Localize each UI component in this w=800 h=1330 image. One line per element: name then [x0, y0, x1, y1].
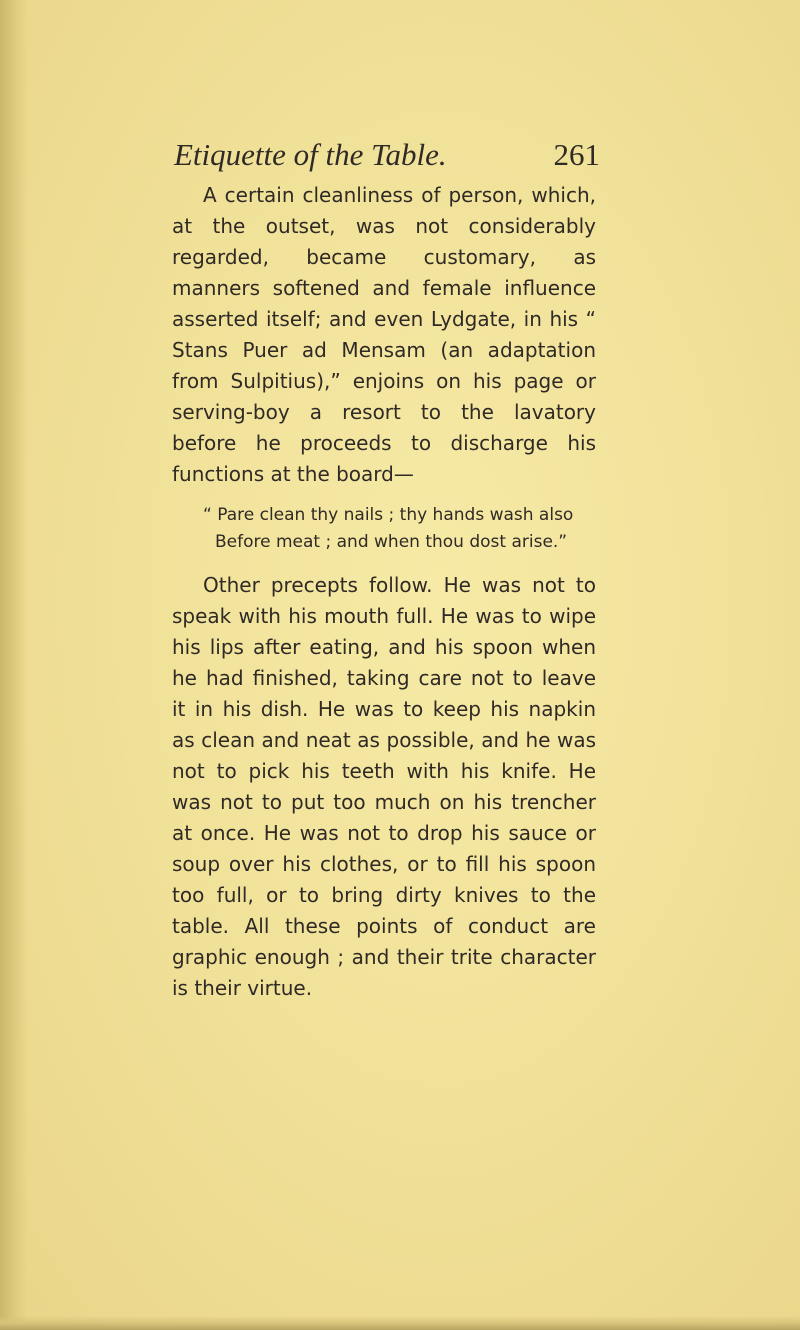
verse-line-2: Before meat ; and when thou dost arise.”	[215, 532, 568, 552]
page-number: 261	[553, 137, 600, 172]
paragraph-2: Other precepts follow. He was not to speak with his mouth full. He was to wipe his lips after eating, and his spoon when he had finished, taking care not to leave it in his dish. He was to keep his napkin as clean and neat as possible, and he was not to pick his teeth with his knife. He was not to put too much on his trencher at once. He was not to drop his sauce or soup over his clothes, or to fill his spoon too full, or to bring dirty knives to the table. All these points of conduct are graphic enough ; and their trite character is their virtue.	[172, 573, 596, 1000]
running-head	[174, 133, 600, 177]
verse-quote	[172, 502, 596, 556]
running-head-title: Etiquette of the Table.	[174, 137, 447, 172]
paragraph-1: A certain cleanliness of person, which, at the outset, was not considerably regarded, became customary, as manners softened and female influence asserted itself; and even Lydgate, in his “ Stans Puer ad Mensam (an adaptation from Sulpitius),” enjoins on his page or serving-boy a resort to the lavatory before he proceeds to discharge his functions at the board—	[172, 183, 596, 486]
verse-line-1: “ Pare clean thy nails ; thy hands wash also	[203, 505, 574, 525]
page-bottom-edge	[0, 1316, 800, 1330]
page-gutter-shadow	[0, 0, 28, 1330]
body-text	[172, 180, 596, 1004]
